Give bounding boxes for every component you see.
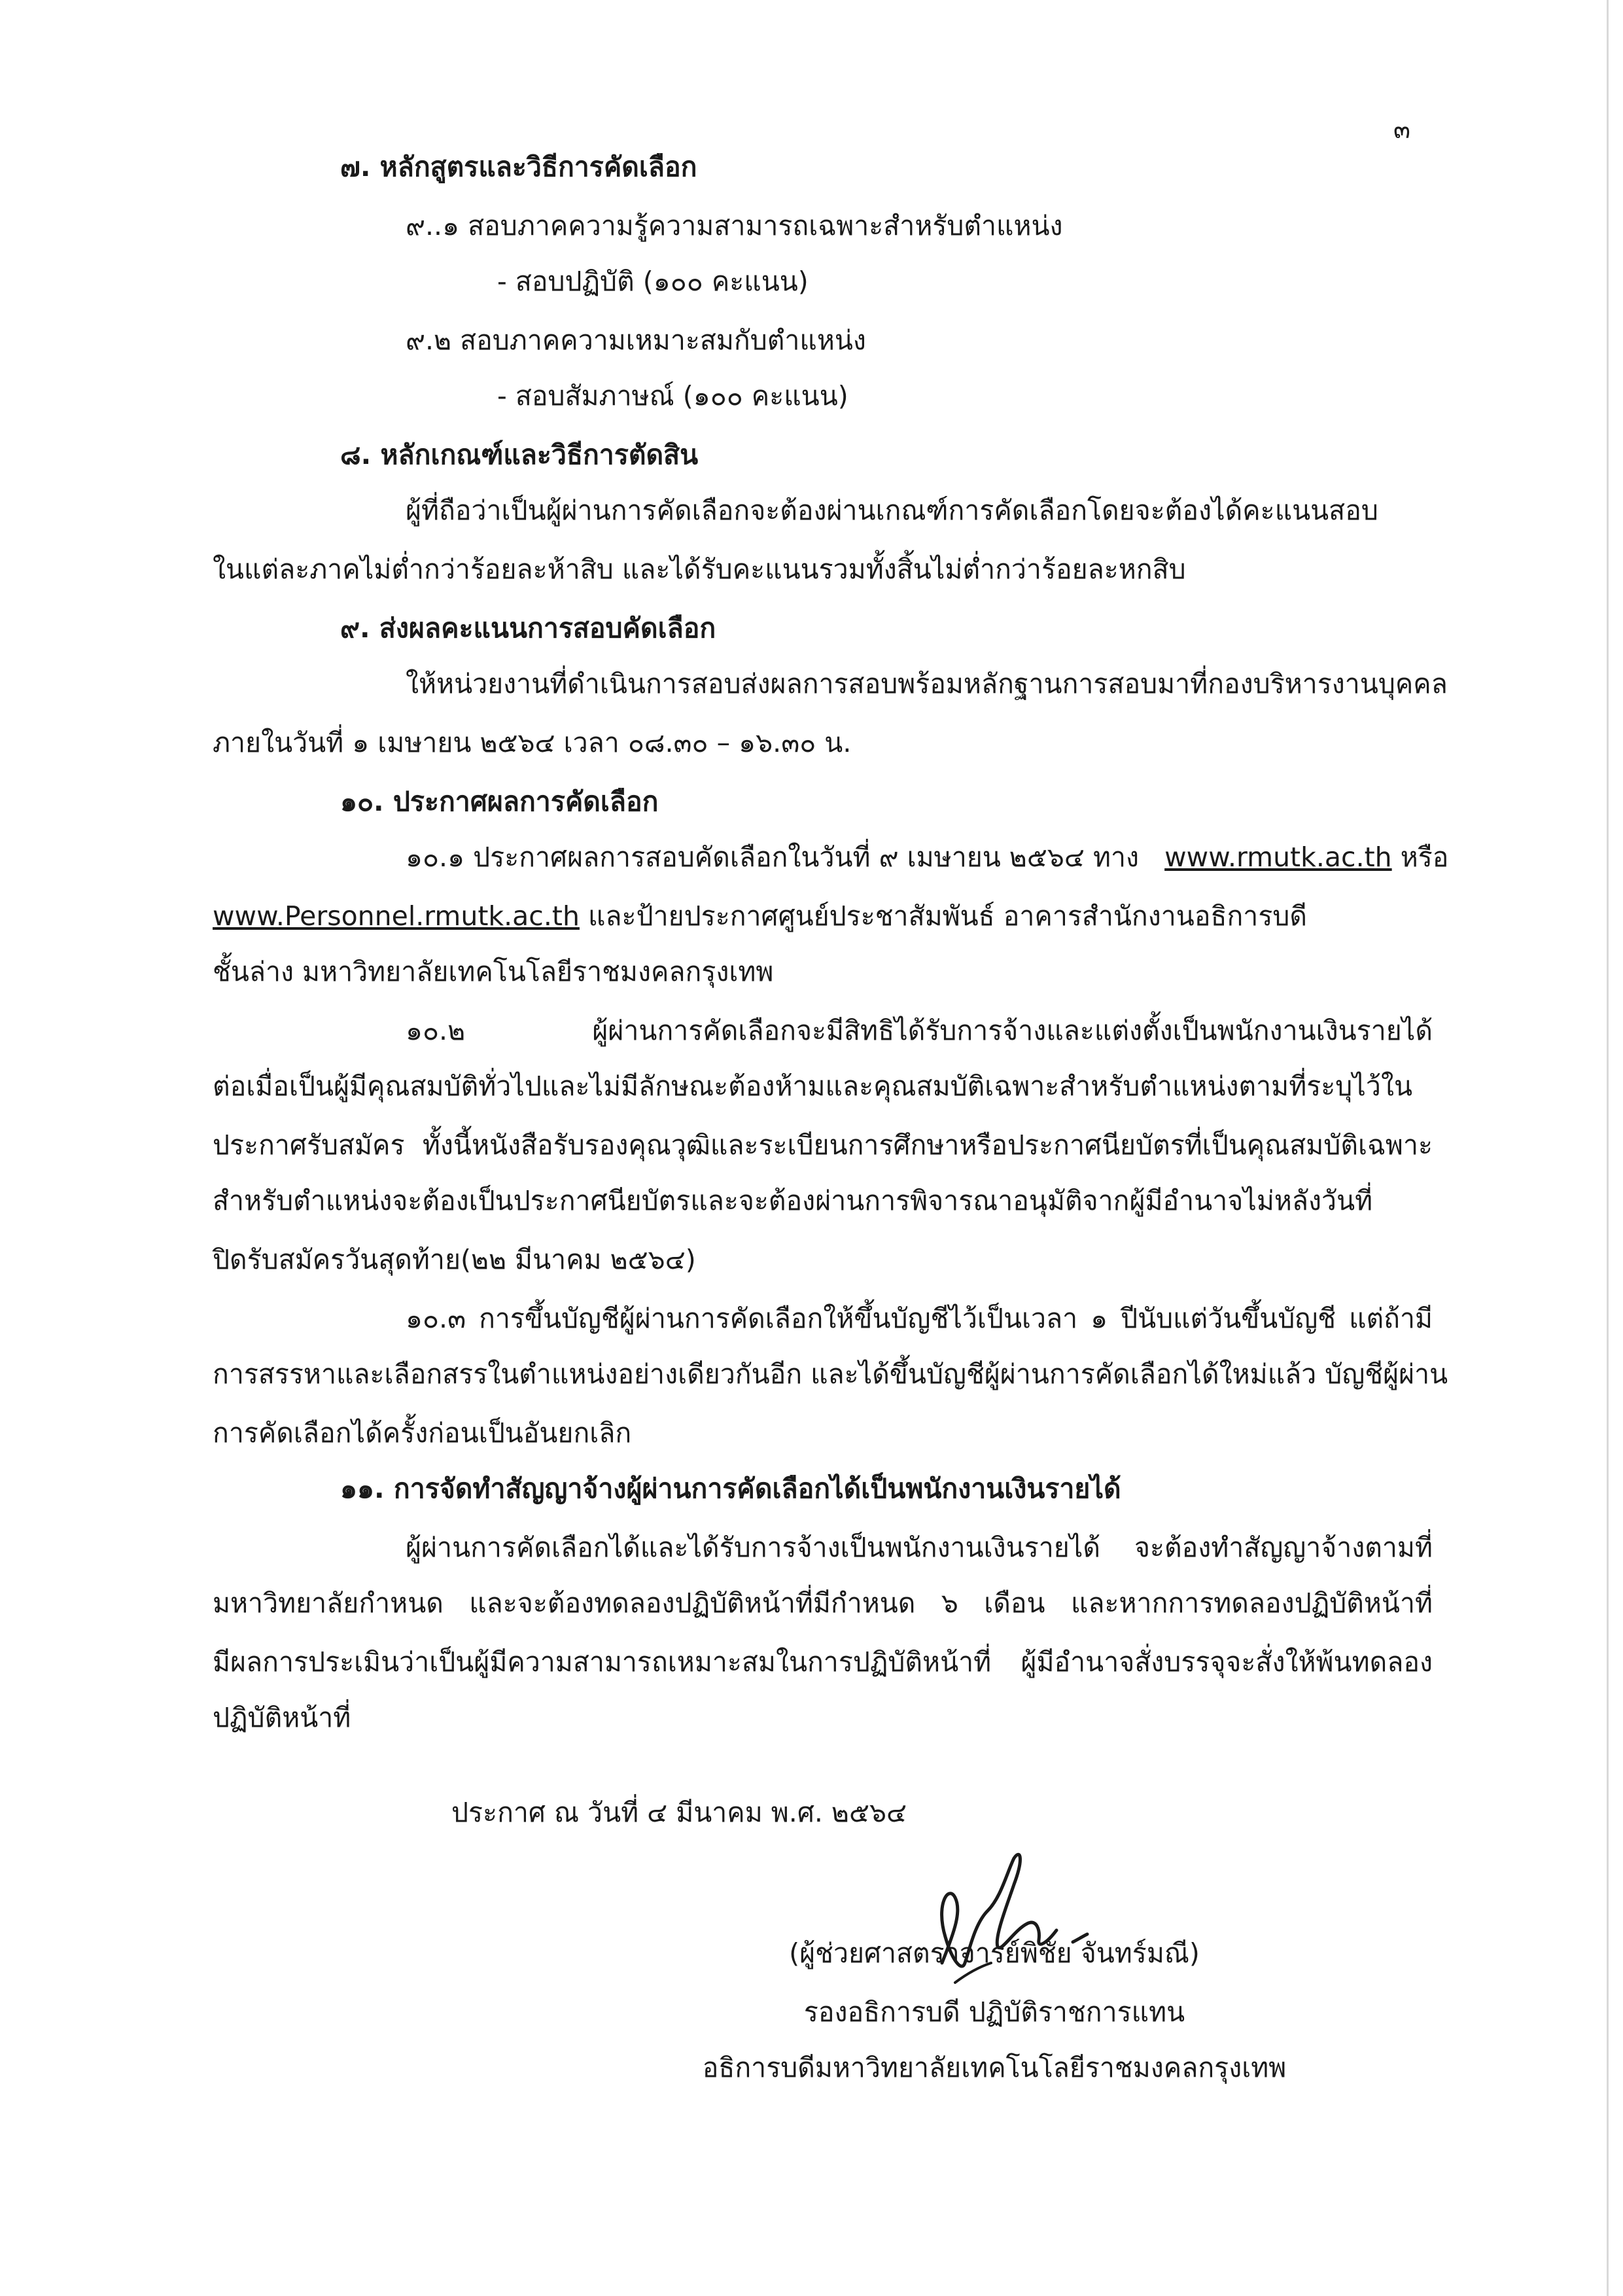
announcement-date: ประกาศ ณ วันที่ ๔ มีนาคม พ.ศ. ๒๕๖๔ xyxy=(451,1797,907,1828)
website-link-personnel[interactable]: www.Personnel.rmutk.ac.th xyxy=(213,900,580,932)
signer-title-1: รองอธิการบดี ปฏิบัติราชการแทน xyxy=(803,1996,1185,2028)
section11-line4: ปฏิบัติหน้าที่ xyxy=(213,1702,351,1733)
section9-line2: ภายในวันที่ ๑ เมษายน ๒๕๖๔ เวลา ๐๘.๓๐ – ๑๖.๓๐ น. xyxy=(213,727,852,758)
section10-p1-line2 xyxy=(213,896,1307,936)
handwritten-signature xyxy=(916,1832,1138,2002)
section8-line2: ในแต่ละภาคไม่ต่ำกว่าร้อยละห้าสิบ และได้รับคะแนนรวมทั้งสิ้นไม่ต่ำกว่าร้อยละหกสิบ xyxy=(213,554,1186,585)
section7-item1: ๙..๑ สอบภาคความรู้ความสามารถเฉพาะสำหรับตำแหน่ง xyxy=(406,210,1063,241)
section9-heading: ๙. ส่งผลคะแนนการสอบคัดเลือก xyxy=(340,612,716,644)
section10-p3-line1: ๑๐.๓ การขึ้นบัญชีผู้ผ่านการคัดเลือกให้ขึ้นบัญชีไว้เป็นเวลา ๑ ปีนับแต่วันขึ้นบัญชี แต่ถ้ามี xyxy=(406,1303,1433,1334)
section10-p1-text2: และป้ายประกาศศูนย์ประชาสัมพันธ์ อาคารสำนักงานอธิการบดี xyxy=(588,900,1307,932)
section8-heading: ๘. หลักเกณฑ์และวิธีการตัดสิน xyxy=(340,439,699,470)
page-number: ๓ xyxy=(1393,115,1410,144)
scan-edge-line xyxy=(1607,0,1609,2296)
section9-line1: ให้หน่วยงานที่ดำเนินการสอบส่งผลการสอบพร้อมหลักฐานการสอบมาที่กองบริหารงานบุคคล xyxy=(406,668,1448,699)
section10-p2-line3: ประกาศรับสมัคร ทั้งนี้หนังสือรับรองคุณวุฒิและระเบียนการศึกษาหรือประกาศนียบัตรที่เป็นคุณสมบัติเฉพาะ xyxy=(213,1129,1433,1161)
section10-p2-line1: ๑๐.๒ ผู้ผ่านการคัดเลือกจะมีสิทธิได้รับการจ้างและแต่งตั้งเป็นพนักงานเงินรายได้ xyxy=(406,1015,1433,1046)
section10-p2-line2: ต่อเมื่อเป็นผู้มีคุณสมบัติทั่วไปและไม่มีลักษณะต้องห้ามและคุณสมบัติเฉพาะสำหรับตำแหน่งตามที่ระบุไว้ใน xyxy=(213,1070,1412,1102)
section10-p1-line1 xyxy=(406,838,1448,877)
website-link-rmutk[interactable]: www.rmutk.ac.th xyxy=(1164,841,1392,873)
signer-name: (ผู้ช่วยศาสตราจารย์พิชัย จันทร์มณี) xyxy=(789,1937,1200,1969)
section7-item2-sub: - สอบสัมภาษณ์ (๑๐๐ คะแนน) xyxy=(497,380,848,412)
section11-heading: ๑๑. การจัดทำสัญญาจ้างผู้ผ่านการคัดเลือกได้เป็นพนักงานเงินรายได้ xyxy=(340,1473,1121,1504)
section10-p1-line3: ชั้นล่าง มหาวิทยาลัยเทคโนโลยีราชมงคลกรุงเทพ xyxy=(213,956,774,987)
section11-line2: มหาวิทยาลัยกำหนด และจะต้องทดลองปฏิบัติหน้าที่มีกำหนด ๖ เดือน และหากการทดลองปฏิบัติหน้าที่ xyxy=(213,1587,1433,1619)
section8-line1: ผู้ที่ถือว่าเป็นผู้ผ่านการคัดเลือกจะต้องผ่านเกณฑ์การคัดเลือกโดยจะต้องได้คะแนนสอบ xyxy=(406,495,1378,526)
section11-line3: มีผลการประเมินว่าเป็นผู้มีความสามารถเหมาะสมในการปฏิบัติหน้าที่ ผู้มีอำนาจสั่งบรรจุจะสั่งให้พ้นทดลอง xyxy=(213,1646,1433,1678)
section10-p3-line2: การสรรหาและเลือกสรรในตำแหน่งอย่างเดียวกันอีก และได้ขึ้นบัญชีผู้ผ่านการคัดเลือกได้ใหม่แล้ว บัญชีผู้ผ่าน xyxy=(213,1358,1448,1390)
section7-item1-sub: - สอบปฏิบัติ (๑๐๐ คะแนน) xyxy=(497,266,809,297)
section10-p2-line5: ปิดรับสมัครวันสุดท้าย(๒๒ มีนาคม ๒๕๖๔) xyxy=(213,1244,696,1275)
section10-p2-line4: สำหรับตำแหน่งจะต้องเป็นประกาศนียบัตรและจะต้องผ่านการพิจารณาอนุมัติจากผู้มีอำนาจไม่หลังวันที่ xyxy=(213,1185,1373,1216)
section10-heading: ๑๐. ประกาศผลการคัดเลือก xyxy=(340,786,659,817)
section10-p1-or: หรือ xyxy=(1400,841,1449,873)
section11-line1: ผู้ผ่านการคัดเลือกได้และได้รับการจ้างเป็นพนักงานเงินรายได้ จะต้องทำสัญญาจ้างตามที่ xyxy=(406,1532,1433,1563)
section7-item2: ๙.๒ สอบภาคความเหมาะสมกับตำแหน่ง xyxy=(406,325,866,356)
section10-p3-line3: การคัดเลือกได้ครั้งก่อนเป็นอันยกเลิก xyxy=(213,1417,632,1449)
section10-p1-text: ๑๐.๑ ประกาศผลการสอบคัดเลือกในวันที่ ๙ เมษายน ๒๕๖๔ ทาง xyxy=(406,841,1140,873)
signer-title-2: อธิการบดีมหาวิทยาลัยเทคโนโลยีราชมงคลกรุงเทพ xyxy=(702,2052,1287,2083)
section7-heading: ๗. หลักสูตรและวิธีการคัดเลือก xyxy=(340,151,697,183)
